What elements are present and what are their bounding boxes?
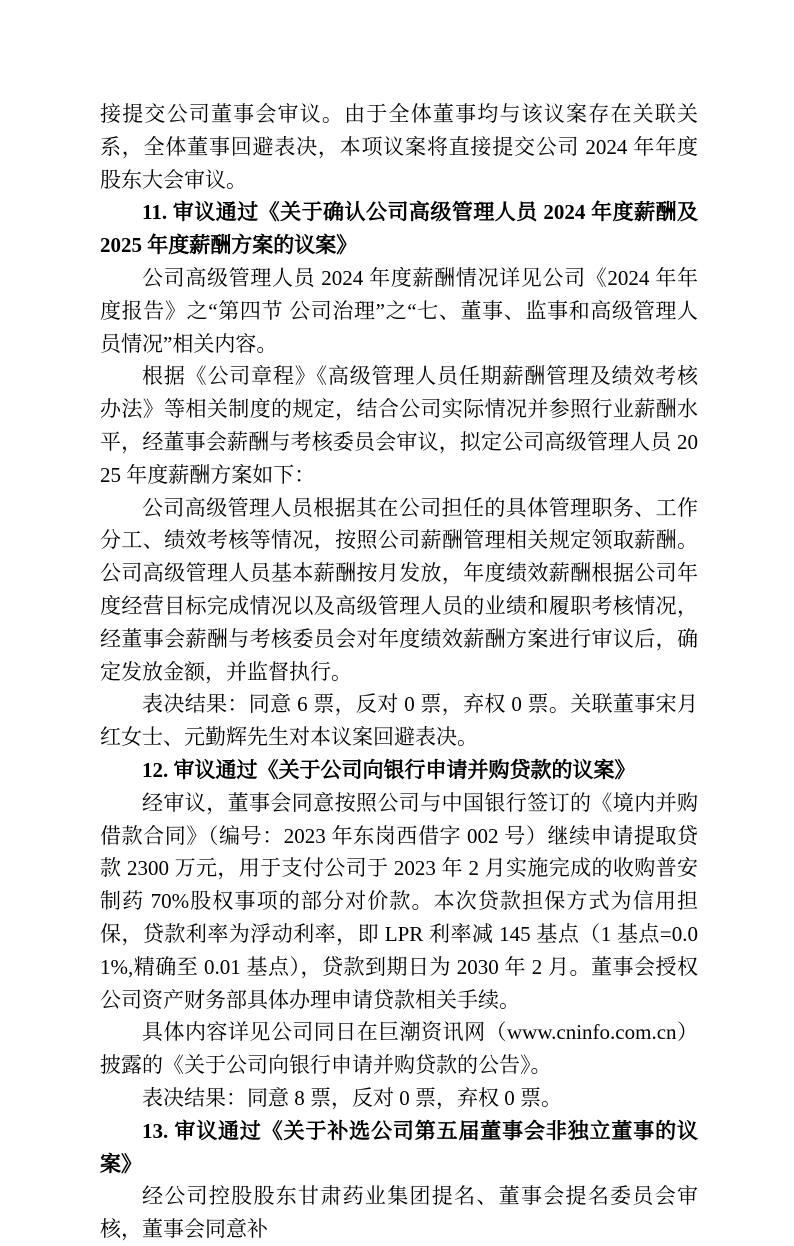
resolution-11-heading: 11. 审议通过《关于确认公司高级管理人员 2024 年度薪酬及 2025 年度薪酬方案的议案》	[100, 200, 698, 258]
paragraph-disclosure-reference: 具体内容详见公司同日在巨潮资讯网（www.cninfo.com.cn）披露的《关于公司向银行申请并购贷款的公告》。	[100, 1020, 698, 1078]
resolution-13-heading: 13. 审议通过《关于补选公司第五届董事会非独立董事的议案》	[100, 1118, 698, 1176]
paragraph-2025-compensation-basis: 根据《公司章程》《高级管理人员任期薪酬管理及绩效考核办法》等相关制度的规定，结合公司实际情况并参照行业薪酬水平，经董事会薪酬与考核委员会审议，拟定公司高级管理人员 2025 年度薪酬方案如下：	[100, 364, 698, 487]
paragraph-vote-avoidance-continuation: 接提交公司董事会审议。由于全体董事均与该议案存在关联关系，全体董事回避表决，本项议案将直接提交公司 2024 年年度股东大会审议。	[100, 102, 698, 192]
paragraph-director-nomination-continuation: 经公司控股股东甘肃药业集团提名、董事会提名委员会审核，董事会同意补	[100, 1184, 698, 1242]
paragraph-2024-compensation-reference: 公司高级管理人员 2024 年度薪酬情况详见公司《2024 年年度报告》之“第四节 公司治理”之“七、董事、监事和高级管理人员情况”相关内容。	[100, 265, 698, 356]
paragraph-loan-details: 经审议，董事会同意按照公司与中国银行签订的《境内并购借款合同》（编号：2023 年东岗西借字 002 号）继续申请提取贷款 2300 万元，用于支付公司于 2023 年 2 月实施完成的收购普安制药 70%股权事项的部分对价款。本次贷款担保方式为信用担保，贷款利率为浮动利率，即 LPR 利率减 145 基点（1 基点=0.01%,精确至 0.01 基点），贷款到期日为 2030 年 2 月。董事会授权公司资产财务部具体办理申请贷款相关手续。	[100, 790, 698, 1012]
resolution-12-heading: 12. 审议通过《关于公司向银行申请并购贷款的议案》	[142, 757, 636, 782]
paragraph-vote-result-resolution-11: 表决结果：同意 6 票，反对 0 票，弃权 0 票。关联董事宋月红女士、元勤辉先生对本议案回避表决。	[100, 692, 698, 750]
paragraph-compensation-scheme-details: 公司高级管理人员根据其在公司担任的具体管理职务、工作分工、绩效考核等情况，按照公司薪酬管理相关规定领取薪酬。公司高级管理人员基本薪酬按月发放，年度绩效薪酬根据公司年度经营目标完成情况以及高级管理人员的业绩和履职考核情况，经董事会薪酬与考核委员会对年度绩效薪酬方案进行审议后，确定发放金额，并监督执行。	[100, 495, 698, 684]
paragraph-vote-result-resolution-12: 表决结果：同意 8 票，反对 0 票，弃权 0 票。	[142, 1085, 562, 1110]
